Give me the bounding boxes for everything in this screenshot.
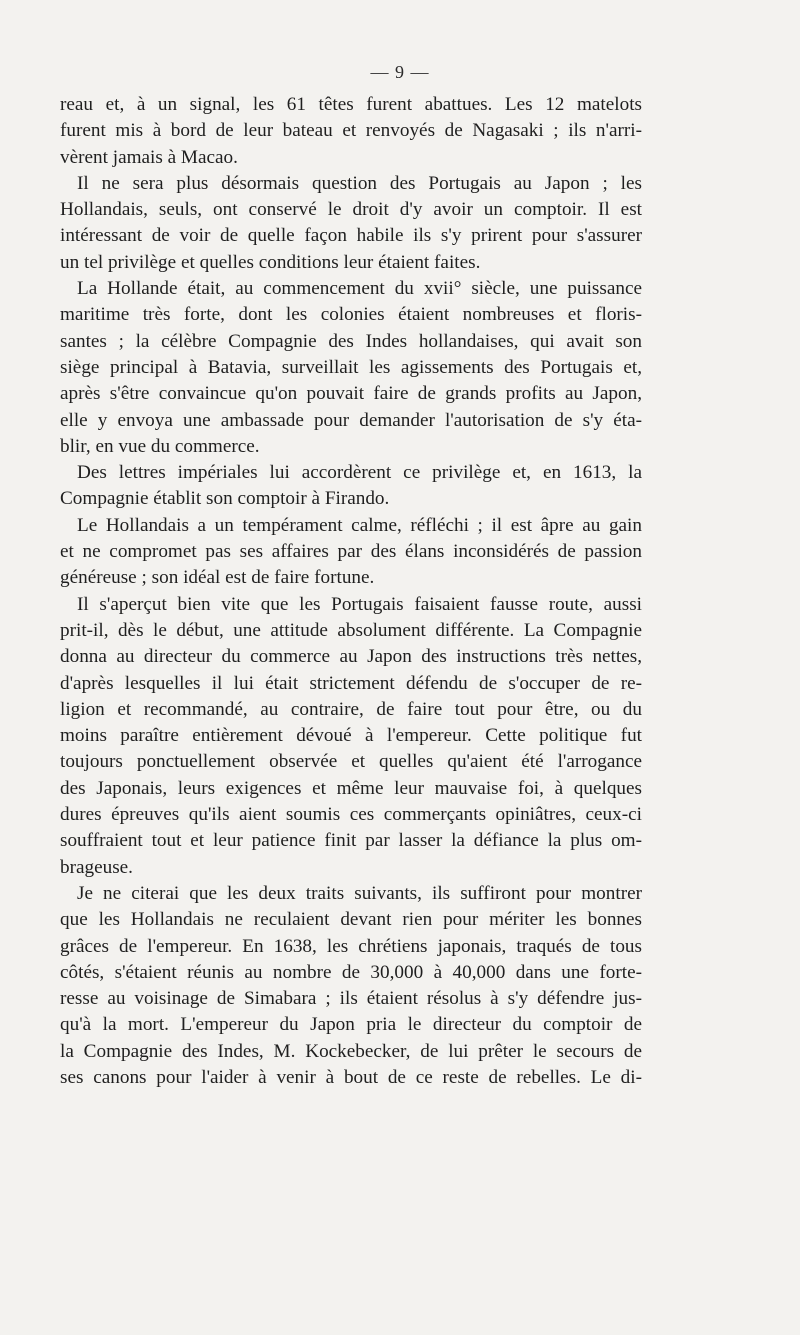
paragraph xyxy=(60,171,642,276)
text-line: blir, en vue du commerce. xyxy=(60,435,260,457)
text-line: intéressant de voir de quelle façon habile ils s'y prirent pour s'assurer xyxy=(60,225,642,247)
text-line: resse au voisinage de Simabara ; ils étaient résolus à s'y défendre jus- xyxy=(60,988,642,1010)
paragraph xyxy=(60,592,642,881)
body-text xyxy=(60,92,642,1091)
text-line: après s'être convaincue qu'on pouvait faire de grands profits au Japon, xyxy=(60,383,642,405)
text-line: ses canons pour l'aider à venir à bout de ce reste de rebelles. Le di- xyxy=(60,1066,642,1088)
paragraph xyxy=(60,92,642,171)
text-line: Compagnie établit son comptoir à Firando. xyxy=(60,488,390,510)
text-line: maritime très forte, dont les colonies étaient nombreuses et floris- xyxy=(60,304,642,326)
text-line: santes ; la célèbre Compagnie des Indes hollandaises, qui avait son xyxy=(60,330,642,352)
paragraph xyxy=(60,881,642,1091)
text-line: furent mis à bord de leur bateau et renvoyés de Nagasaki ; ils n'arri- xyxy=(60,120,642,142)
text-line: toujours ponctuellement observée et quelles qu'aient été l'arrogance xyxy=(60,751,642,773)
text-line: prit-il, dès le début, une attitude absolument différente. La Compagnie xyxy=(60,619,642,641)
text-line: grâces de l'empereur. En 1638, les chrétiens japonais, traqués de tous xyxy=(60,935,642,957)
text-line: siège principal à Batavia, surveillait les agissements des Portugais et, xyxy=(60,356,642,378)
text-line: que les Hollandais ne reculaient devant rien pour mériter les bonnes xyxy=(60,909,642,931)
text-line: Hollandais, seuls, ont conservé le droit d'y avoir un comptoir. Il est xyxy=(60,199,642,221)
text-line: Il ne sera plus désormais question des Portugais au Japon ; les xyxy=(77,172,642,194)
text-line: côtés, s'étaient réunis au nombre de 30,000 à 40,000 dans une forte- xyxy=(60,961,642,983)
text-line: d'après lesquelles il lui était strictement défendu de s'occuper de re- xyxy=(60,672,642,694)
text-line: souffraient tout et leur patience finit par lasser la défiance la plus om- xyxy=(60,830,642,852)
text-line: Je ne citerai que les deux traits suivants, ils suffiront pour montrer xyxy=(77,882,642,904)
text-line: Il s'aperçut bien vite que les Portugais faisaient fausse route, aussi xyxy=(77,593,642,615)
text-line: un tel privilège et quelles conditions leur étaient faites. xyxy=(60,251,481,273)
text-line: Des lettres impériales lui accordèrent ce privilège et, en 1613, la xyxy=(77,462,642,484)
text-line: elle y envoya une ambassade pour demander l'autorisation de s'y éta- xyxy=(60,409,642,431)
text-line: brageuse. xyxy=(60,856,133,878)
paragraph xyxy=(60,460,642,513)
text-line: généreuse ; son idéal est de faire fortune. xyxy=(60,567,375,589)
text-line: reau et, à un signal, les 61 têtes furent abattues. Les 12 matelots xyxy=(60,94,642,115)
paragraph xyxy=(60,276,642,460)
text-line: dures épreuves qu'ils aient soumis ces commerçants opiniâtres, ceux-ci xyxy=(60,804,642,826)
text-line: des Japonais, leurs exigences et même leur mauvaise foi, à quelques xyxy=(60,777,642,799)
page-number: — 9 — xyxy=(370,62,430,82)
text-line: moins paraître entièrement dévoué à l'empereur. Cette politique fut xyxy=(60,725,642,747)
text-line: Le Hollandais a un tempérament calme, réfléchi ; il est âpre au gain xyxy=(77,514,642,536)
text-line: ligion et recommandé, au contraire, de faire tout pour être, ou du xyxy=(60,698,642,720)
text-line: La Hollande était, au commencement du xvii° siècle, une puissance xyxy=(77,278,642,300)
text-line: vèrent jamais à Macao. xyxy=(60,146,238,168)
text-line: la Compagnie des Indes, M. Kockebecker, de lui prêter le secours de xyxy=(60,1040,642,1062)
text-line: qu'à la mort. L'empereur du Japon pria le directeur du comptoir de xyxy=(60,1014,642,1036)
text-line: et ne compromet pas ses affaires par des élans inconsidérés de passion xyxy=(60,541,642,563)
paragraph xyxy=(60,513,642,592)
text-line: donna au directeur du commerce au Japon des instructions très nettes, xyxy=(60,646,642,668)
